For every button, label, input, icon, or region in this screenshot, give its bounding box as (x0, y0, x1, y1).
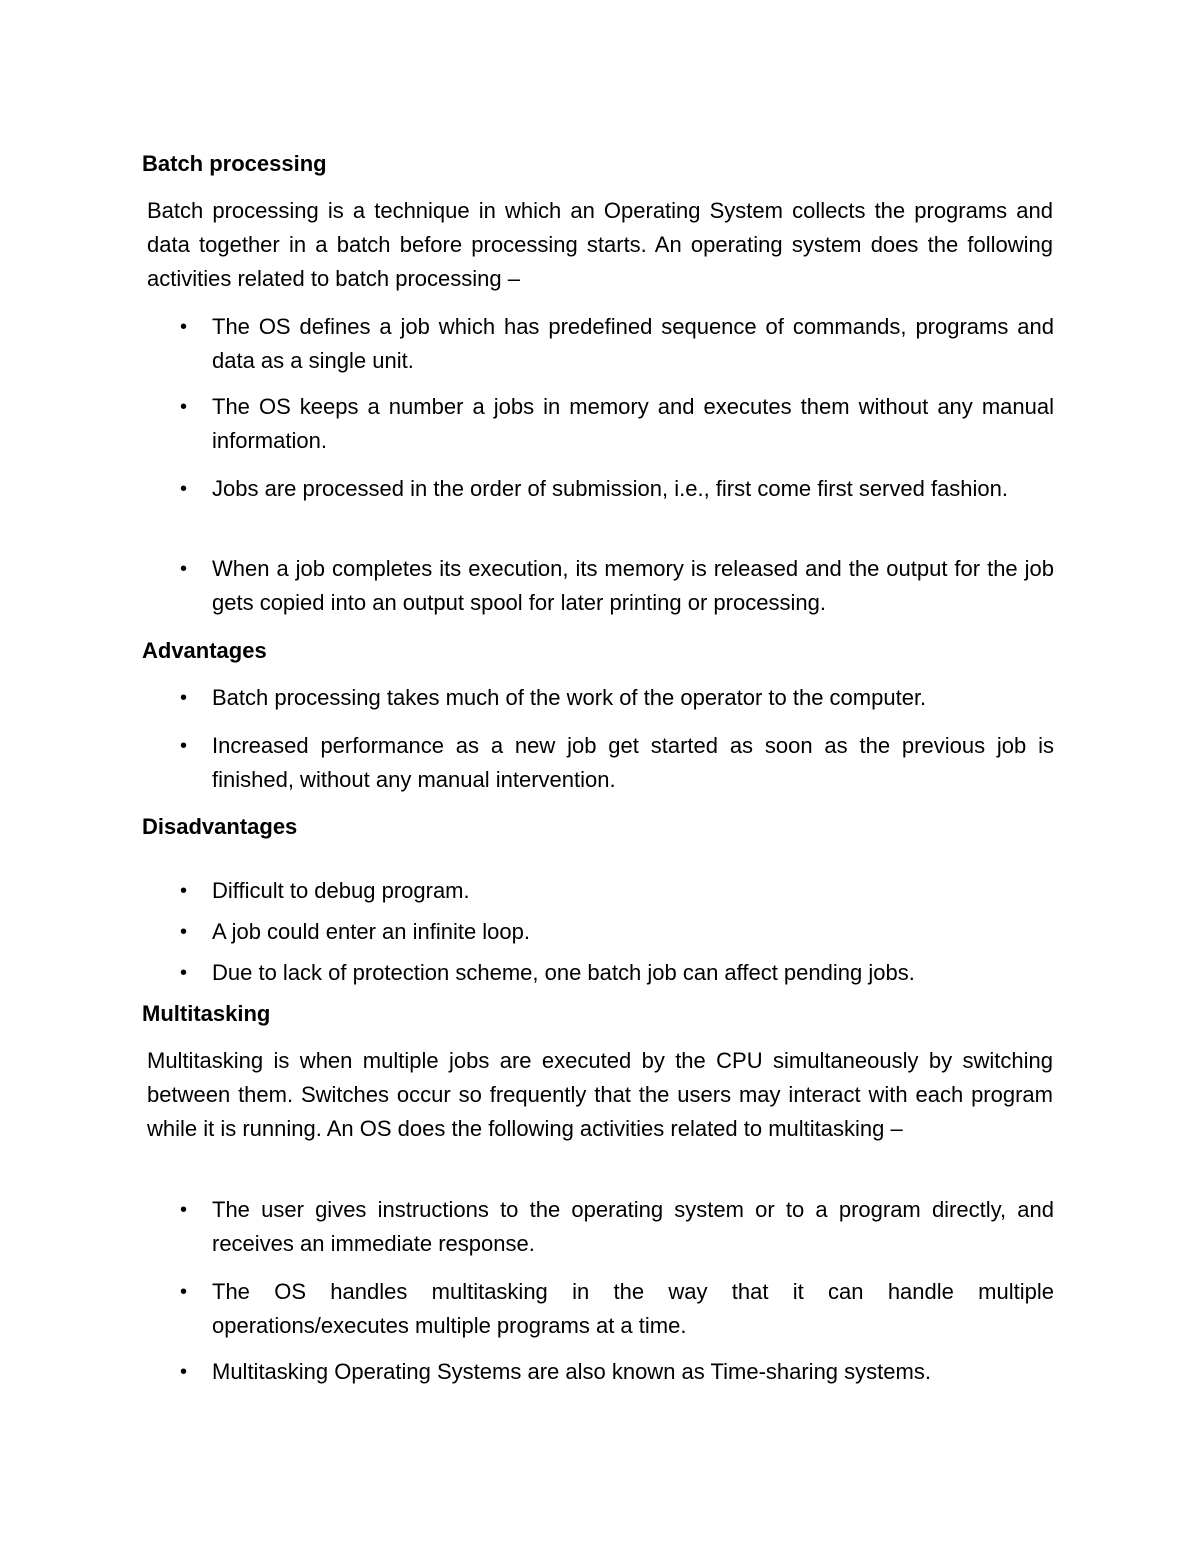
list-item-text: Batch processing takes much of the work of the operator to the computer. (212, 685, 927, 710)
list-item-text: The OS keeps a number a jobs in memory and executes them without any manual information. (212, 394, 1054, 453)
list-item-text: When a job completes its execution, its memory is released and the output for the job gets copied into an output spool for later printing or processing. (212, 556, 1054, 615)
list-item-text: Multitasking Operating Systems are also known as Time-sharing systems. (212, 1359, 931, 1384)
list-item (0, 472, 1200, 552)
list-item-text: Difficult to debug program. (212, 878, 470, 903)
list-item (0, 1193, 1200, 1275)
list-item (0, 729, 1200, 809)
list-item (0, 681, 1200, 729)
list-item (0, 552, 1200, 632)
list-item (0, 390, 1200, 472)
list-disadvantages (0, 874, 1200, 997)
list-item (0, 915, 1200, 956)
bullet-icon: • (180, 396, 188, 418)
bullet-icon: • (180, 1281, 188, 1303)
list-item-text: The user gives instructions to the operating system or to a program directly, and receives an immediate response. (212, 1197, 1054, 1256)
bullet-icon: • (180, 1199, 188, 1221)
list-item-text: Jobs are processed in the order of submission, i.e., first come first served fashion. (212, 476, 1009, 501)
bullet-icon: • (180, 1361, 188, 1383)
paragraph-batch-processing: Batch processing is a technique in which an Operating System collects the programs and data together in a batch before processing starts. An operating system does the following activities related to batch processing – (147, 198, 1053, 291)
heading-disadvantages: Disadvantages (142, 814, 298, 839)
bullet-icon: • (180, 687, 188, 709)
list-batch-activities (0, 310, 1200, 632)
list-advantages (0, 681, 1200, 809)
heading-batch-processing: Batch processing (142, 151, 327, 176)
bullet-icon: • (180, 880, 188, 902)
list-item (0, 956, 1200, 997)
list-multitasking-activities (0, 1193, 1200, 1395)
list-item (0, 1355, 1200, 1395)
heading-advantages: Advantages (142, 638, 267, 663)
list-item-text: A job could enter an infinite loop. (212, 919, 531, 944)
list-item-text: Increased performance as a new job get started as soon as the previous job is finished, without any manual intervention. (212, 733, 1054, 792)
list-item-text: Due to lack of protection scheme, one batch job can affect pending jobs. (212, 960, 915, 985)
heading-multitasking: Multitasking (142, 1001, 271, 1026)
bullet-icon: • (180, 478, 188, 500)
list-item (0, 874, 1200, 915)
list-item (0, 1275, 1200, 1355)
bullet-icon: • (180, 962, 188, 984)
list-item (0, 310, 1200, 390)
bullet-icon: • (180, 735, 188, 757)
list-item-text: The OS handles multitasking in the way that it can handle multiple operations/executes multiple programs at a time. (212, 1279, 1054, 1338)
paragraph-multitasking: Multitasking is when multiple jobs are executed by the CPU simultaneously by switching between them. Switches occur so frequently that the users may interact with each program while it is running. An OS does the following activities related to multitasking – (147, 1048, 1053, 1141)
list-item-text: The OS defines a job which has predefined sequence of commands, programs and data as a single unit. (212, 314, 1054, 373)
bullet-icon: • (180, 316, 188, 338)
bullet-icon: • (180, 921, 188, 943)
bullet-icon: • (180, 558, 188, 580)
